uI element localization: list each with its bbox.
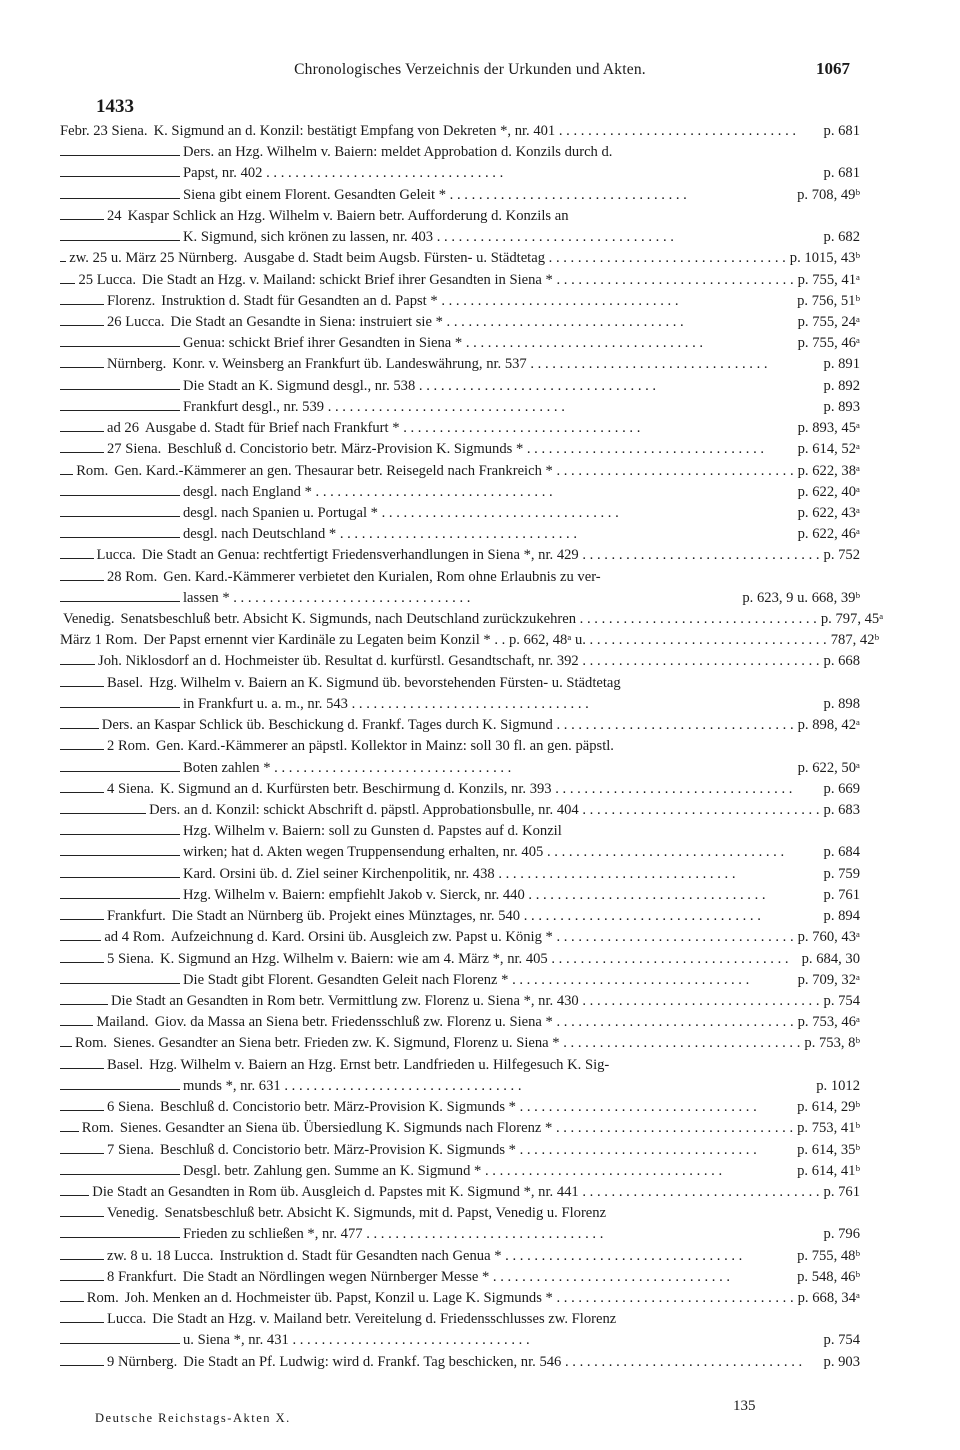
entry-line bbox=[60, 354, 860, 375]
entry-text: lassen * . . . . . . . . . . . . . . . . . . . . . . . . . . . . . . . . . bbox=[183, 589, 471, 606]
entry-text: Ders. an Hzg. Wilhelm v. Baiern: meldet Approbation d. Konzils durch d. bbox=[183, 144, 613, 161]
entry-page-ref: p. 761 bbox=[823, 886, 860, 903]
entry-page-ref: p. 708, 49ᵇ bbox=[797, 186, 860, 203]
entry-text: Beschluß d. Concistorio betr. März-Provision K. Sigmunds * . . . . . . . . . . . . . . . . . . . . . . . . . . . . . . . . . bbox=[160, 1141, 757, 1158]
entry-text: Instruktion d. Stadt für Gesandten an d. Papst * . . . . . . . . . . . . . . . . . . . . . . . . . . . . . . . . . bbox=[161, 292, 679, 309]
entry-text: Die Stadt an Hzg. v. Mailand: schickt Brief ihrer Gesandten in Siena * . . . . . . . . . . . . . . . . . . . . . . . . . . . . . . . . . bbox=[142, 271, 794, 288]
entry-line bbox=[60, 312, 860, 333]
entry-line bbox=[60, 418, 860, 439]
entry-page-ref: p. 753, 46ᵃ bbox=[797, 1014, 860, 1031]
signature-mark: 135 bbox=[733, 1398, 756, 1414]
entry-line bbox=[60, 1288, 860, 1309]
running-header-title: Chronologisches Verzeichnis der Urkunden und Akten. bbox=[294, 61, 646, 78]
entry-line bbox=[60, 503, 860, 524]
entry-date: 26 Lucca. bbox=[107, 313, 165, 330]
entry-text: Gen. Kard.-Kämmerer an päpstl. Kollektor in Mainz: soll 30 fl. an gen. päpstl. bbox=[155, 738, 614, 755]
entry-page-ref: p. 622, 50ᵃ bbox=[797, 759, 860, 776]
entry-line bbox=[60, 991, 860, 1012]
entry-text: Konr. v. Weinsberg an Frankfurt üb. Landeswährung, nr. 537 . . . . . . . . . . . . . . . . . . . . . . . . . . . . . . . . . bbox=[172, 356, 768, 373]
entry-line bbox=[60, 1076, 860, 1097]
entry-page-ref: p. 898 bbox=[823, 695, 860, 712]
entry-date: Venedig. bbox=[107, 1205, 159, 1222]
entry-text: Die Stadt an Nördlingen wegen Nürnberger Messe * . . . . . . . . . . . . . . . . . . . . . . . . . . . . . . . . . bbox=[182, 1268, 731, 1285]
entry-text: Instruktion d. Stadt für Gesandten nach Genua * . . . . . . . . . . . . . . . . . . . . . . . . . . . . . . . . . bbox=[219, 1247, 743, 1264]
entry-line bbox=[60, 1246, 860, 1267]
entry-text: Sienes. Gesandter an Siena üb. Übersiedlung K. Sigmunds nach Florenz * . . . . . . . . . . . . . . . . . . . . . . . . . . . . . . . . . bbox=[119, 1120, 794, 1137]
entry-text: munds *, nr. 631 . . . . . . . . . . . . . . . . . . . . . . . . . . . . . . . . . bbox=[183, 1077, 522, 1094]
entry-text: Die Stadt an Gesandten in Rom betr. Vermittlung zw. Florenz u. Siena *, nr. 430 . . . . . . . . . . . . . . . . . . . . . . . . . . . . . . . . . bbox=[110, 992, 820, 1009]
entry-date: Basel. bbox=[107, 1056, 144, 1073]
entry-line bbox=[60, 461, 860, 482]
entry-page-ref: p. 796 bbox=[823, 1226, 860, 1243]
entry-date: 24 bbox=[107, 207, 122, 224]
entry-date: Nürnberg. bbox=[107, 356, 167, 373]
entry-text: Ausgabe d. Stadt für Brief nach Frankfurt * . . . . . . . . . . . . . . . . . . . . . . . . . . . . . . . . . bbox=[145, 420, 641, 437]
entry-page-ref: p. 669 bbox=[823, 780, 860, 797]
entry-text: Die Stadt gibt Florent. Gesandten Geleit nach Florenz * . . . . . . . . . . . . . . . . . . . . . . . . . . . . . . . . . bbox=[183, 971, 750, 988]
entry-line bbox=[60, 1097, 860, 1118]
entry-page-ref: p. 752 bbox=[823, 547, 860, 564]
page-number: 1067 bbox=[816, 59, 850, 78]
entry-line bbox=[60, 1203, 860, 1224]
entry-line bbox=[60, 270, 860, 291]
entry-page-ref: p. 614, 41ᵇ bbox=[797, 1162, 860, 1179]
entry-line bbox=[60, 1224, 860, 1245]
entry-page-ref: 787, 42ᵇ bbox=[830, 632, 880, 649]
entry-page-ref: p. 684, 30 bbox=[801, 950, 860, 967]
entry-date: Basel. bbox=[107, 674, 144, 691]
entry-date: März 1 Rom. bbox=[60, 632, 138, 649]
entry-line bbox=[60, 949, 860, 970]
entry-text: Genua: schickt Brief ihrer Gesandten in Siena * . . . . . . . . . . . . . . . . . . . . . . . . . . . . . . . . . bbox=[183, 335, 704, 352]
entry-text: Senatsbeschluß betr. Absicht K. Sigmunds, mit d. Papst, Venedig u. Florenz bbox=[164, 1205, 607, 1222]
entry-line bbox=[60, 1033, 860, 1054]
entry-line bbox=[60, 588, 860, 609]
entry-text: Ders. an Kaspar Schlick üb. Beschickung d. Frankf. Tages durch K. Sigmund . . . . . . . . . . . . . . . . . . . . . . . . . . . . . . . . . bbox=[101, 717, 794, 734]
year-heading: 1433 bbox=[96, 96, 134, 117]
entry-text: Die Stadt an Pf. Ludwig: wird d. Frankf. Tag beschicken, nr. 546 . . . . . . . . . . . . . . . . . . . . . . . . . . . . . . . . . bbox=[183, 1353, 803, 1370]
entry-line bbox=[60, 227, 860, 248]
entry-page-ref: p. 668, 34ᵃ bbox=[797, 1290, 860, 1307]
footer-series-title: Deutsche Reichstags-Akten X. bbox=[95, 1411, 291, 1425]
entry-date: Rom. bbox=[86, 1290, 119, 1307]
entry-line bbox=[60, 121, 860, 142]
entry-text: Sienes. Gesandter an Siena betr. Frieden zw. K. Sigmund, Florenz u. Siena * . . . . . . . . . . . . . . . . . . . . . . . . . . . . . . . . . bbox=[113, 1035, 801, 1052]
entry-page-ref: p. 709, 32ᵃ bbox=[797, 971, 860, 988]
entry-text: Joh. Menken an d. Hochmeister üb. Papst, Konzil u. Lage K. Sigmunds * . . . . . . . . . . . . . . . . . . . . . . . . . . . . . . . . . bbox=[124, 1290, 794, 1307]
entry-line bbox=[60, 1055, 860, 1076]
entry-text: Joh. Niklosdorf an d. Hochmeister üb. Resultat d. kurfürstl. Gesandtschaft, nr. 392 . . . . . . . . . . . . . . . . . . . . . . . . . . . . . . . . . bbox=[98, 653, 820, 670]
entry-page-ref: p. 682 bbox=[823, 229, 860, 246]
entry-text: Die Stadt an Genua: rechtfertigt Friedensverhandlungen in Siena *, nr. 429 . . . . . . . . . . . . . . . . . . . . . . . . . . . . . . . . . bbox=[141, 547, 820, 564]
entry-line bbox=[60, 376, 860, 397]
entry-date: 5 Siena. bbox=[107, 950, 155, 967]
entry-page-ref: p. 548, 46ᵇ bbox=[797, 1268, 860, 1285]
entry-line bbox=[60, 206, 860, 227]
entry-page-ref: p. 1012 bbox=[816, 1077, 860, 1094]
entry-text: Beschluß d. Concistorio betr. März-Provision K. Sigmunds * . . . . . . . . . . . . . . . . . . . . . . . . . . . . . . . . . bbox=[160, 1099, 757, 1116]
entry-text: in Frankfurt u. a. m., nr. 543 . . . . . . . . . . . . . . . . . . . . . . . . . . . . . . . . . bbox=[183, 695, 589, 712]
entry-date: Lucca. bbox=[96, 547, 136, 564]
entry-text: desgl. nach England * . . . . . . . . . . . . . . . . . . . . . . . . . . . . . . . . . bbox=[183, 483, 553, 500]
entry-date: Lucca. bbox=[107, 1311, 147, 1328]
entry-date: zw. 8 u. 18 Lucca. bbox=[107, 1247, 214, 1264]
entry-date: 7 Siena. bbox=[107, 1141, 155, 1158]
entry-page-ref: p. 755, 48ᵇ bbox=[797, 1247, 860, 1264]
entry-page-ref: p. 761 bbox=[823, 1183, 860, 1200]
entry-text: Papst, nr. 402 . . . . . . . . . . . . . . . . . . . . . . . . . . . . . . . . . bbox=[183, 165, 504, 182]
entry-text: Der Papst ernennt vier Kardinäle zu Legaten beim Konzil * . . p. 662, 48ᵃ u. . . . . . . . . . . . . . . . . . . . . . . . . . . . . . . . . . bbox=[143, 632, 827, 649]
entry-date: ad 4 Rom. bbox=[104, 929, 165, 946]
entry-line bbox=[60, 397, 860, 418]
entry-date: 25 Lucca. bbox=[78, 271, 137, 288]
entry-line bbox=[60, 524, 860, 545]
entry-line bbox=[60, 333, 860, 354]
entry-text: Boten zahlen * . . . . . . . . . . . . . . . . . . . . . . . . . . . . . . . . . bbox=[183, 759, 512, 776]
entry-line bbox=[60, 1182, 860, 1203]
entry-text: Die Stadt an Hzg. v. Mailand betr. Vereitelung d. Friedensschlusses zw. Florenz bbox=[152, 1311, 617, 1328]
entry-line bbox=[60, 1012, 860, 1033]
entry-text: Giov. da Massa an Siena betr. Friedensschluß zw. Florenz u. Siena * . . . . . . . . . . . . . . . . . . . . . . . . . . . . . . . . . bbox=[154, 1014, 794, 1031]
entry-text: Gen. Kard.-Kämmerer an gen. Thesaurar betr. Reisegeld nach Frankreich * . . . . . . . . . . . . . . . . . . . . . . . . . . . . . . . . . bbox=[114, 462, 794, 479]
entry-text: Ders. an d. Konzil: schickt Abschrift d. päpstl. Approbationsbulle, nr. 404 . . . . . . . . . . . . . . . . . . . . . . . . . . . . . . . . . bbox=[149, 802, 820, 818]
entry-text: wirken; hat d. Akten wegen Truppensendung erhalten, nr. 405 . . . . . . . . . . . . . . . . . . . . . . . . . . . . . . . . . bbox=[183, 844, 785, 861]
entry-text: Siena gibt einem Florent. Gesandten Geleit * . . . . . . . . . . . . . . . . . . . . . . . . . . . . . . . . . bbox=[183, 186, 687, 203]
entry-page-ref: p. 614, 29ᵇ bbox=[797, 1099, 860, 1116]
entry-line bbox=[60, 482, 860, 503]
entry-date: zw. 25 u. März 25 Nürnberg. bbox=[69, 250, 238, 267]
entry-page-ref: p. 893, 45ᵃ bbox=[797, 420, 860, 437]
entry-page-ref: p. 684 bbox=[823, 844, 860, 861]
entry-line bbox=[60, 842, 860, 863]
entry-text: desgl. nach Spanien u. Portugal * . . . . . . . . . . . . . . . . . . . . . . . . . . . . . . . . . bbox=[183, 504, 619, 521]
entry-line bbox=[60, 1140, 860, 1161]
entry-text: Die Stadt an K. Sigmund desgl., nr. 538 . . . . . . . . . . . . . . . . . . . . . . . . . . . . . . . . . bbox=[183, 377, 657, 394]
entry-line bbox=[60, 694, 860, 715]
entry-line bbox=[60, 651, 860, 672]
entry-text: Kard. Orsini üb. d. Ziel seiner Kirchenpolitik, nr. 438 . . . . . . . . . . . . . . . . . . . . . . . . . . . . . . . . . bbox=[183, 865, 736, 882]
entry-page-ref: p. 622, 40ᵃ bbox=[797, 483, 860, 500]
entry-line bbox=[60, 291, 860, 312]
entry-line bbox=[60, 885, 860, 906]
entry-page-ref: p. 894 bbox=[823, 908, 860, 925]
entry-page-ref: p. 753, 41ᵇ bbox=[797, 1120, 860, 1137]
entry-line bbox=[60, 779, 860, 800]
entry-page-ref: p. 891 bbox=[823, 356, 860, 373]
entry-page-ref: p. 614, 35ᵇ bbox=[797, 1141, 860, 1158]
entry-line bbox=[60, 609, 884, 630]
entry-page-ref: p. 681 bbox=[823, 165, 860, 182]
entry-text: K. Sigmund, sich krönen zu lassen, nr. 403 . . . . . . . . . . . . . . . . . . . . . . . . . . . . . . . . . bbox=[183, 229, 674, 246]
entry-page-ref: p. 754 bbox=[823, 992, 860, 1009]
entry-page-ref: p. 760, 43ᵃ bbox=[797, 929, 860, 946]
entry-line bbox=[60, 185, 860, 206]
entry-date: Rom. bbox=[75, 1035, 108, 1052]
entry-date: 9 Nürnberg. bbox=[107, 1353, 178, 1370]
entry-page-ref: p. 754 bbox=[823, 1332, 860, 1349]
entry-date: 2 Rom. bbox=[107, 738, 150, 755]
entry-text: Hzg. Wilhelm v. Baiern an K. Sigmund üb. bevorstehenden Fürsten- u. Städtetag bbox=[149, 674, 621, 691]
entry-line bbox=[60, 800, 860, 821]
entry-text: Kaspar Schlick an Hzg. Wilhelm v. Baiern betr. Aufforderung d. Konzils an bbox=[127, 207, 569, 224]
entry-date: Venedig. bbox=[63, 611, 115, 628]
entry-date: Rom. bbox=[81, 1120, 114, 1137]
entry-line bbox=[60, 1352, 860, 1373]
entry-page-ref: p. 755, 41ᵃ bbox=[797, 271, 860, 288]
entry-line bbox=[60, 927, 860, 948]
entry-line bbox=[60, 715, 860, 736]
entry-line bbox=[60, 1118, 860, 1139]
entry-page-ref: p. 622, 46ᵃ bbox=[797, 526, 860, 543]
entry-page-ref: p. 892 bbox=[823, 377, 860, 394]
entry-line bbox=[60, 821, 860, 842]
entry-page-ref: p. 755, 24ᵃ bbox=[797, 313, 860, 330]
entry-text: Hzg. Wilhelm v. Baiern: soll zu Gunsten d. Papstes auf d. Konzil bbox=[183, 823, 562, 840]
entry-text: K. Sigmund an Hzg. Wilhelm v. Baiern: wie am 4. März *, nr. 405 . . . . . . . . . . . . . . . . . . . . . . . . . . . . . . . . . bbox=[160, 950, 789, 967]
entry-line bbox=[60, 1309, 860, 1330]
entry-line bbox=[60, 1267, 860, 1288]
entry-page-ref: p. 753, 8ᵇ bbox=[804, 1035, 860, 1052]
entry-page-ref: p. 1015, 43ᵇ bbox=[789, 250, 860, 267]
entry-text: Hzg. Wilhelm v. Baiern: empfiehlt Jakob v. Sierck, nr. 440 . . . . . . . . . . . . . . . . . . . . . . . . . . . . . . . . . bbox=[183, 886, 766, 903]
entry-text: Ausgabe d. Stadt beim Augsb. Fürsten- u. Städtetag . . . . . . . . . . . . . . . . . . . . . . . . . . . . . . . . . bbox=[243, 250, 786, 267]
entry-line bbox=[60, 736, 860, 757]
entry-line bbox=[60, 142, 860, 163]
entry-line bbox=[60, 1330, 860, 1351]
entry-line bbox=[60, 567, 860, 588]
entry-page-ref: p. 893 bbox=[823, 398, 860, 415]
entry-date: 27 Siena. bbox=[107, 441, 162, 458]
entry-text: Frieden zu schließen *, nr. 477 . . . . . . . . . . . . . . . . . . . . . . . . . . . . . . . . . bbox=[183, 1226, 604, 1243]
entry-line bbox=[60, 906, 860, 927]
chronological-entry-list bbox=[60, 121, 884, 1373]
entry-line bbox=[60, 758, 860, 779]
entry-text: Beschluß d. Concistorio betr. März-Provision K. Sigmunds * . . . . . . . . . . . . . . . . . . . . . . . . . . . . . . . . . bbox=[167, 441, 765, 458]
entry-text: Frankfurt desgl., nr. 539 . . . . . . . . . . . . . . . . . . . . . . . . . . . . . . . . . bbox=[183, 398, 565, 415]
entry-page-ref: p. 622, 43ᵃ bbox=[797, 504, 860, 521]
entry-text: u. Siena *, nr. 431 . . . . . . . . . . . . . . . . . . . . . . . . . . . . . . . . . bbox=[183, 1332, 530, 1349]
entry-line bbox=[60, 970, 860, 991]
entry-page-ref: p. 755, 46ᵃ bbox=[797, 335, 860, 352]
entry-page-ref: p. 622, 38ᵃ bbox=[797, 462, 860, 479]
entry-date: Mailand. bbox=[96, 1014, 149, 1031]
entry-text: Die Stadt an Nürnberg üb. Projekt eines Münztages, nr. 540 . . . . . . . . . . . . . . . . . . . . . . . . . . . . . . . . . bbox=[171, 908, 761, 925]
entry-page-ref: p. 623, 9 u. 668, 39ᵇ bbox=[742, 589, 860, 606]
entry-text: Aufzeichnung d. Kard. Orsini üb. Ausgleich zw. Papst u. König * . . . . . . . . . . . . . . . . . . . . . . . . . . . . . . . . . bbox=[170, 929, 794, 946]
entry-date: 28 Rom. bbox=[107, 568, 158, 585]
entry-date: 8 Frankfurt. bbox=[107, 1268, 177, 1285]
entry-text: Hzg. Wilhelm v. Baiern an Hzg. Ernst betr. Landfrieden u. Hilfegesuch K. Sig- bbox=[149, 1056, 610, 1073]
entry-line bbox=[60, 673, 860, 694]
entry-page-ref: p. 614, 52ᵃ bbox=[797, 441, 860, 458]
entry-text: K. Sigmund an d. Kurfürsten betr. Beschirmung d. Konzils, nr. 393 . . . . . . . . . . . . . . . . . . . . . . . . . . . . . . . . . bbox=[160, 780, 793, 797]
entry-line bbox=[60, 864, 860, 885]
entry-text: desgl. nach Deutschland * . . . . . . . . . . . . . . . . . . . . . . . . . . . . . . . . . bbox=[183, 526, 577, 543]
entry-date: 4 Siena. bbox=[107, 780, 155, 797]
entry-text: K. Sigmund an d. Konzil: bestätigt Empfang von Dekreten *, nr. 401 . . . . . . . . . . . . . . . . . . . . . . . . . . . . . . . . . bbox=[153, 123, 797, 139]
entry-text: Desgl. betr. Zahlung gen. Summe an K. Sigmund * . . . . . . . . . . . . . . . . . . . . . . . . . . . . . . . . . bbox=[183, 1162, 723, 1179]
entry-page-ref: p. 683 bbox=[823, 802, 860, 818]
entry-line bbox=[60, 163, 860, 184]
entry-page-ref: p. 668 bbox=[823, 653, 860, 670]
entry-date: ad 26 bbox=[107, 420, 140, 437]
entry-page-ref: p. 759 bbox=[823, 865, 860, 882]
entry-date: Rom. bbox=[76, 462, 109, 479]
entry-text: Senatsbeschluß betr. Absicht K. Sigmunds, nach Deutschland zurückzukehren . . . . . . . . . . . . . . . . . . . . . . . . . . . . . . . . . bbox=[120, 611, 817, 628]
entry-text: Gen. Kard.-Kämmerer verbietet den Kurialen, Rom ohne Erlaubnis zu ver- bbox=[163, 568, 601, 585]
entry-date: 6 Siena. bbox=[107, 1099, 155, 1116]
entry-page-ref: p. 903 bbox=[823, 1353, 860, 1370]
entry-text: Die Stadt an Gesandten in Rom üb. Ausgleich d. Papstes mit K. Sigmund *, nr. 441 . . . . . . . . . . . . . . . . . . . . . . . . . . . . . . . . . bbox=[92, 1183, 820, 1200]
entry-date: Florenz. bbox=[107, 292, 156, 309]
entry-line bbox=[60, 1161, 860, 1182]
entry-page-ref: p. 681 bbox=[823, 123, 860, 139]
entry-line bbox=[60, 545, 860, 566]
entry-line bbox=[60, 248, 860, 269]
entry-page-ref: p. 797, 45ᵃ bbox=[820, 611, 884, 628]
entry-date: Frankfurt. bbox=[107, 908, 166, 925]
entry-line bbox=[60, 439, 860, 460]
entry-date: Febr. 23 Siena. bbox=[60, 123, 148, 139]
entry-line bbox=[60, 630, 880, 651]
entry-text: Die Stadt an Gesandte in Siena: instruiert sie * . . . . . . . . . . . . . . . . . . . . . . . . . . . . . . . . . bbox=[170, 313, 684, 330]
entry-page-ref: p. 756, 51ᵇ bbox=[797, 292, 860, 309]
entry-page-ref: p. 898, 42ᵃ bbox=[797, 717, 860, 734]
